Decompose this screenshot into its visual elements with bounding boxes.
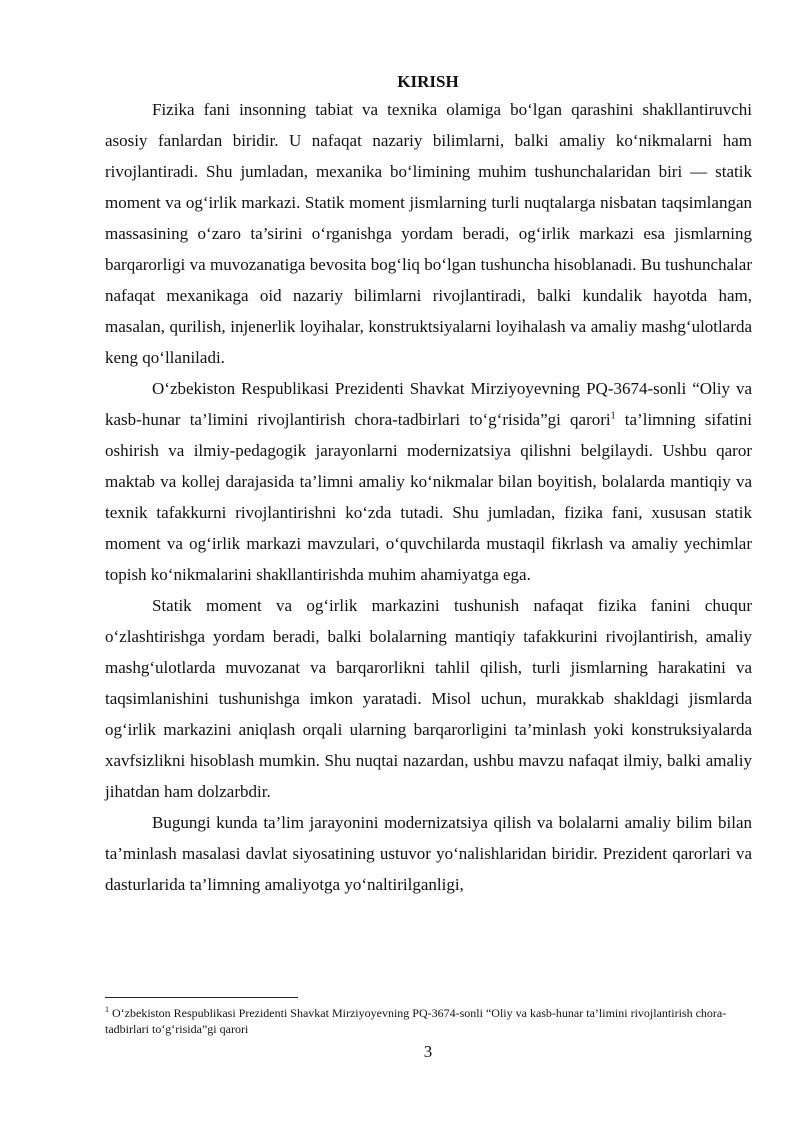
paragraph-2 [105,373,752,590]
paragraph-2-text-before-ref: O‘zbekiston Respublikasi Prezidenti Shavkat Mirziyoyevning PQ-3674-sonli “Oliy va kasb-hunar ta’limini rivojlantirish chora-tadbirlari to‘g‘risida”gi qarori [105,379,752,429]
page-number: 3 [423,1042,433,1061]
page-title: KIRISH [397,72,459,91]
footnote-text: O‘zbekiston Respublikasi Prezidenti Shavkat Mirziyoyevning PQ-3674-sonli “Oliy va kasb-hunar ta’limini rivojlantirish chora-tadbirlari to‘g‘risida”gi qarori [105,1006,727,1036]
paragraph-3: Statik moment va og‘irlik markazini tushunish nafaqat fizika fanini chuqur o‘zlashtirishga yordam beradi, balki bolalarning mantiqiy tafakkurini rivojlantirish, amaliy mashg‘ulotlarda muvozanat va barqarorlikni tahlil qilish, turli jismlarning harakatini va taqsimlanishini tushunishga imkon yaratadi. Misol uchun, murakkab shakldagi jismlarda og‘irlik markazini aniqlash orqali ularning barqarorligini ta’minlash yoki konstruksiyalarda xavfsizlikni hisoblash mumkin. Shu nuqtai nazardan, ushbu mavzu nafaqat ilmiy, balki amaliy jihatdan ham dolzarbdir. [105,596,752,801]
footnote-reference[interactable]: 1 [610,410,616,422]
paragraph-4: Bugungi kunda ta’lim jarayonini modernizatsiya qilish va bolalarni amaliy bilim bilan ta’minlash masalasi davlat siyosatining ustuvor yo‘nalishlaridan biridir. Prezident qarorlari va dasturlarida ta’limning amaliyotga yo‘naltirilganligi, [105,813,752,894]
footnote [105,1005,745,1037]
document-body [105,94,752,900]
paragraph-1: Fizika fani insonning tabiat va texnika olamiga bo‘lgan qarashini shakllantiruvchi asosiy fanlardan biridir. U nafaqat nazariy bilimlarni, balki amaliy ko‘nikmalarni ham rivojlantiradi. Shu jumladan, mexanika bo‘limining muhim tushunchalaridan biri — statik moment va og‘irlik markazi. Statik moment jismlarning turli nuqtalarga nisbatan taqsimlangan massasining o‘zaro ta’sirini o‘rganishga yordam beradi, og‘irlik markazi esa jismlarning barqarorligi va muvozanatiga bevosita bog‘liq bo‘lgan tushuncha hisoblanadi. Bu tushunchalar nafaqat mexanikaga oid nazariy bilimlarni rivojlantiradi, balki kundalik hayotda ham, masalan, qurilish, injenerlik loyihalar, konstruktsiyalarni loyihalash va amaliy mashg‘ulotlarda keng qo‘llaniladi. [105,100,752,367]
footnote-divider [105,997,298,998]
paragraph-2-text-after-ref: ta’limning sifatini oshirish va ilmiy-pedagogik jarayonlarni modernizatsiya qilishni belgilaydi. Ushbu qaror maktab va kollej darajasida ta’limni amaliy ko‘nikmalar bilan boyitish, bolalarda mantiqiy va texnik tafakkurni rivojlantirishni ko‘zda tutadi. Shu jumladan, fizika fani, xususan statik moment va og‘irlik markazi mavzulari, o‘quvchilarda mustaqil fikrlash va amaliy yechimlar topish ko‘nikmalarini shakllantirishda muhim ahamiyatga ega. [105,410,752,584]
footnote-mark: 1 [105,1005,109,1014]
